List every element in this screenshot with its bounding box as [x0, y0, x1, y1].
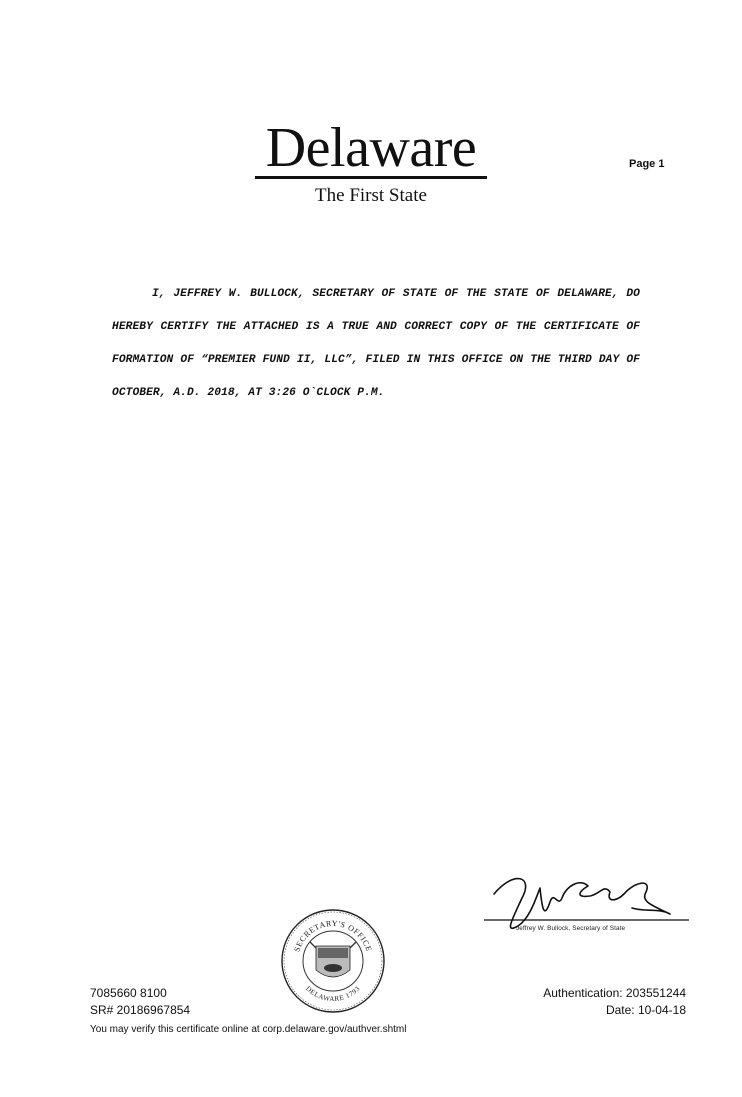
authentication-number: Authentication: 203551244	[543, 986, 686, 1000]
svg-text:DELAWARE 1793: DELAWARE 1793	[304, 984, 362, 1004]
document-subtitle: The First State	[315, 185, 427, 206]
verification-note: You may verify this certificate online at corp.delaware.gov/authver.shtml	[90, 1024, 407, 1035]
state-seal-image	[280, 908, 386, 1014]
certificate-body: I, JEFFREY W. BULLOCK, SECRETARY OF STATE OF THE STATE OF DELAWARE, DO HEREBY CERTIFY THE ATTACHED IS A TRUE AND CORRECT COPY OF THE CERTIFICATE OF FORMATION OF “PREMIER FUND II, LLC”, FILED IN THIS OFFICE ON THE THIRD DAY OF OCTOBER, A.D. 2018, AT 3:26 O`CLOCK P.M.	[112, 288, 640, 399]
certificate-date: Date: 10-04-18	[605, 1003, 686, 1017]
document-title: Delaware	[265, 117, 477, 179]
sr-number: SR# 20186967854	[90, 1003, 191, 1017]
footer-right	[543, 985, 686, 1019]
page-number: Page 1	[629, 158, 665, 170]
svg-text:SECRETARY'S OFFICE: SECRETARY'S OFFICE	[292, 918, 374, 953]
footer-left	[90, 985, 190, 1019]
file-number: 7085660 8100	[90, 986, 167, 1000]
signature-caption: Jeffrey W. Bullock, Secretary of State	[516, 925, 626, 932]
